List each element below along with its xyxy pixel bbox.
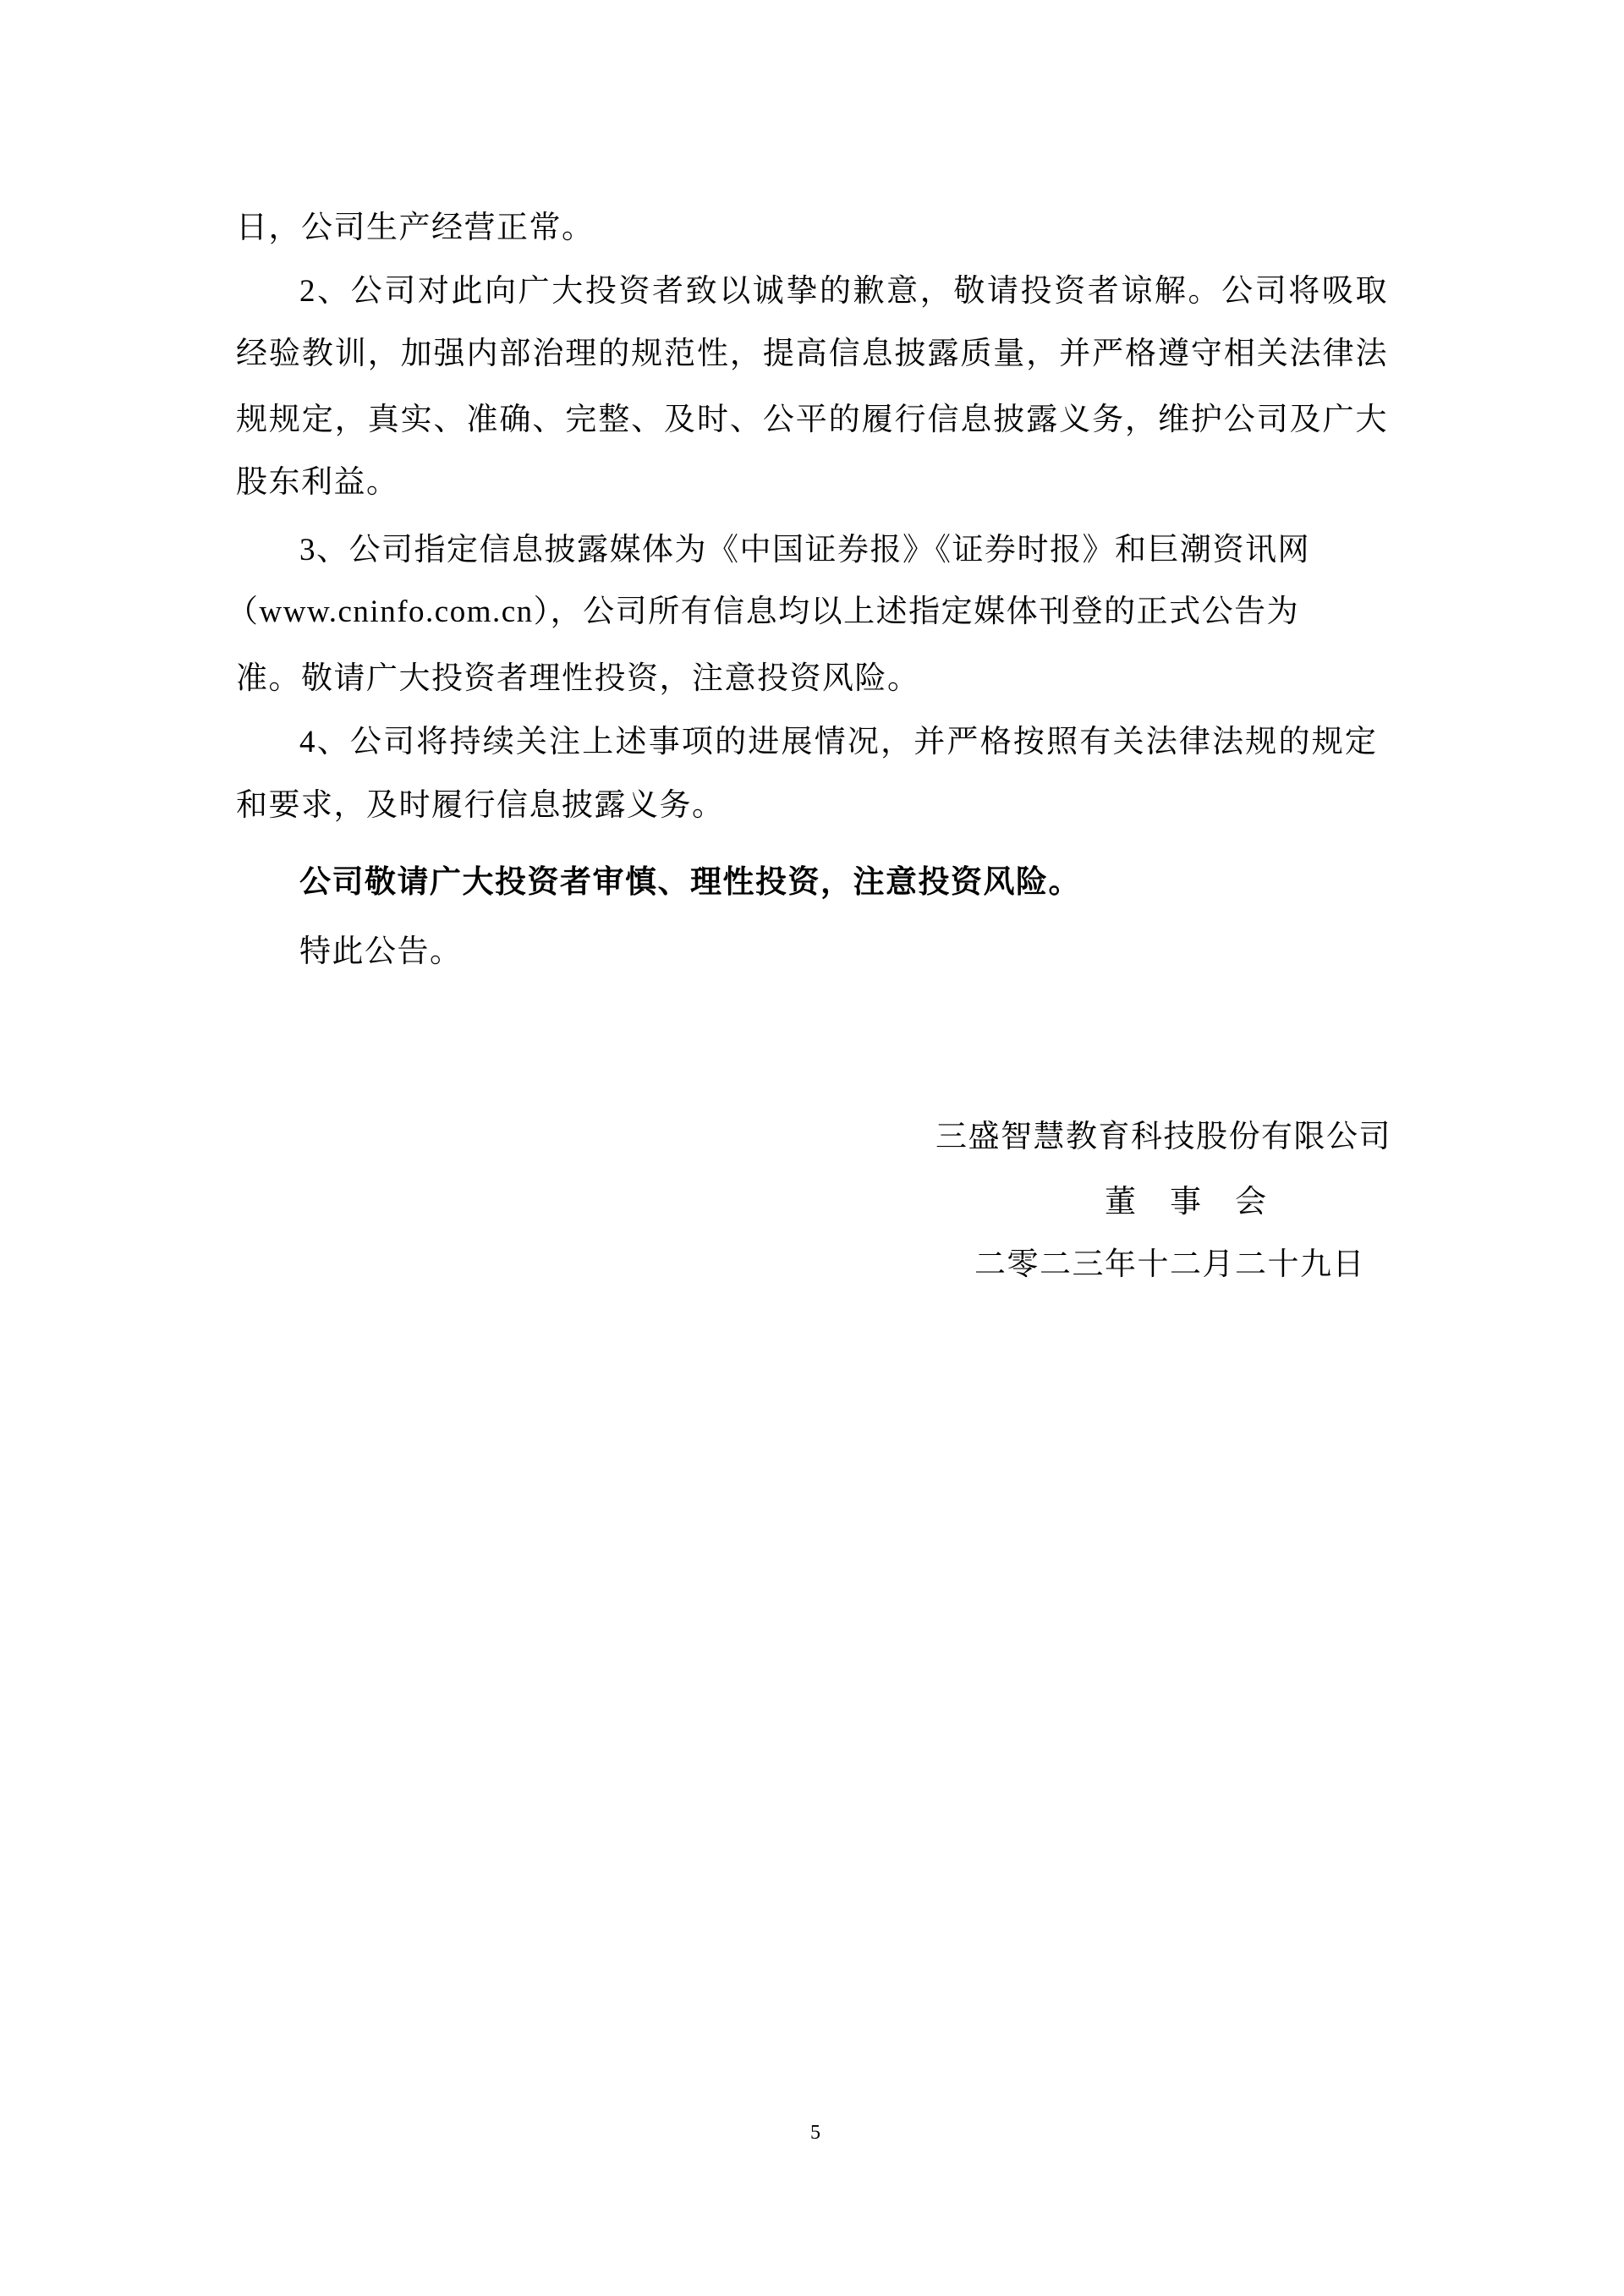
paragraph-3-line: 准。敬请广大投资者理性投资，注意投资风险。 <box>236 661 920 696</box>
signature-board: 董 事 会 <box>1105 1185 1268 1219</box>
page-number: 5 <box>810 2122 820 2144</box>
signature-company: 三盛智慧教育科技股份有限公司 <box>935 1120 1391 1154</box>
paragraph-3-line: （www.cninfo.com.cn），公司所有信息均以上述指定媒体刊登的正式公告为 <box>227 595 1300 629</box>
paragraph-2-line: 股东利益。 <box>236 465 399 500</box>
closing-statement: 特此公告。 <box>299 934 463 969</box>
paragraph-4-line: 和要求，及时履行信息披露义务。 <box>236 788 725 823</box>
signature-date: 二零二三年十二月二十九日 <box>974 1247 1365 1282</box>
paragraph-2-line: 经验教训，加强内部治理的规范性，提高信息披露质量，并严格遵守相关法律法 <box>236 337 1388 371</box>
paragraph-2-line: 规规定，真实、准确、完整、及时、公平的履行信息披露义务，维护公司及广大 <box>236 403 1388 437</box>
paragraph-3-line: 3、公司指定信息披露媒体为《中国证券报》《证券时报》和巨潮资讯网 <box>299 533 1310 567</box>
paragraph-2-line: 2、公司对此向广大投资者致以诚挚的歉意，敬请投资者谅解。公司将吸取 <box>299 274 1388 309</box>
risk-warning: 公司敬请广大投资者审慎、理性投资，注意投资风险。 <box>299 865 1081 900</box>
paragraph-1-line: 日，公司生产经营正常。 <box>236 211 595 245</box>
paragraph-4-line: 4、公司将持续关注上述事项的进展情况，并严格按照有关法律法规的规定 <box>299 725 1379 759</box>
